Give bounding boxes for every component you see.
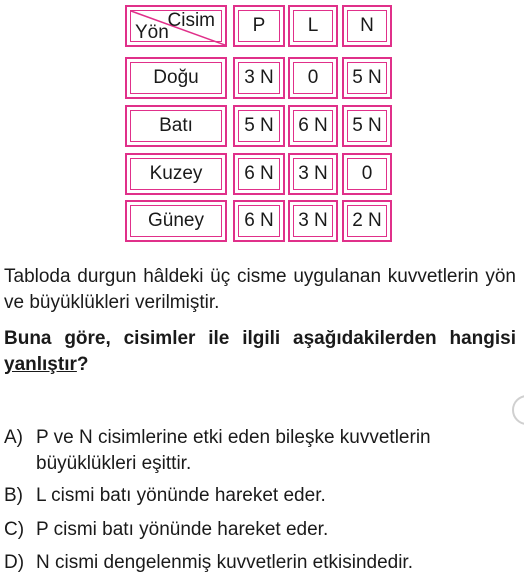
column-header-n: N: [342, 5, 392, 47]
table-cell: 5 N: [342, 105, 392, 147]
option-text: P cismi batı yönünde hareket eder.: [36, 519, 329, 540]
table-cell: 3 N: [288, 153, 338, 195]
table-cell: 3 N: [233, 57, 285, 99]
row-label-kuzey: Kuzey: [125, 153, 227, 195]
option-d[interactable]: [4, 550, 524, 576]
corner-label-direction: Yön: [135, 22, 169, 43]
option-text: L cismi batı yönünde hareket eder.: [36, 485, 326, 506]
table-cell: 2 N: [342, 200, 392, 242]
option-letter: A): [4, 427, 23, 448]
option-c[interactable]: [4, 517, 524, 543]
row-label-bati: Batı: [125, 105, 227, 147]
option-text-continued: büyüklükleri eşittir.: [36, 453, 192, 474]
option-letter: C): [4, 519, 25, 540]
table-cell: 6 N: [233, 200, 285, 242]
option-text: P ve N cisimlerine etki eden bileşke kuvvetlerin: [36, 427, 431, 448]
table-cell: 0: [342, 153, 392, 195]
table-cell: 6 N: [288, 105, 338, 147]
table-cell: 5 N: [342, 57, 392, 99]
question-emphasis: yanlıştır: [4, 354, 77, 375]
question-text: Buna göre, cisimler ile ilgili aşağıdakilerden hangisi yanlıştır?: [4, 328, 516, 375]
row-label-guney: Güney: [125, 200, 227, 242]
table-cell: 3 N: [288, 200, 338, 242]
table-cell: 6 N: [233, 153, 285, 195]
option-letter: B): [4, 485, 23, 506]
option-b[interactable]: [4, 483, 524, 509]
option-letter: D): [4, 552, 25, 573]
table-cell: 5 N: [233, 105, 285, 147]
column-header-p: P: [233, 5, 285, 47]
corner-label-object: Cisim: [167, 10, 215, 31]
column-header-l: L: [288, 5, 338, 47]
option-text: N cismi dengelenmiş kuvvetlerin etkisindedir.: [36, 552, 413, 573]
row-label-dogu: Doğu: [125, 57, 227, 99]
intro-text: Tabloda durgun hâldeki üç cisme uygulanan kuvvetlerin yön ve büyüklükleri verilmiştir.: [4, 266, 516, 313]
page-edge-decoration: [512, 395, 524, 425]
corner-header-cell: [125, 5, 227, 47]
table-cell: 0: [288, 57, 338, 99]
option-a[interactable]: [4, 425, 524, 474]
